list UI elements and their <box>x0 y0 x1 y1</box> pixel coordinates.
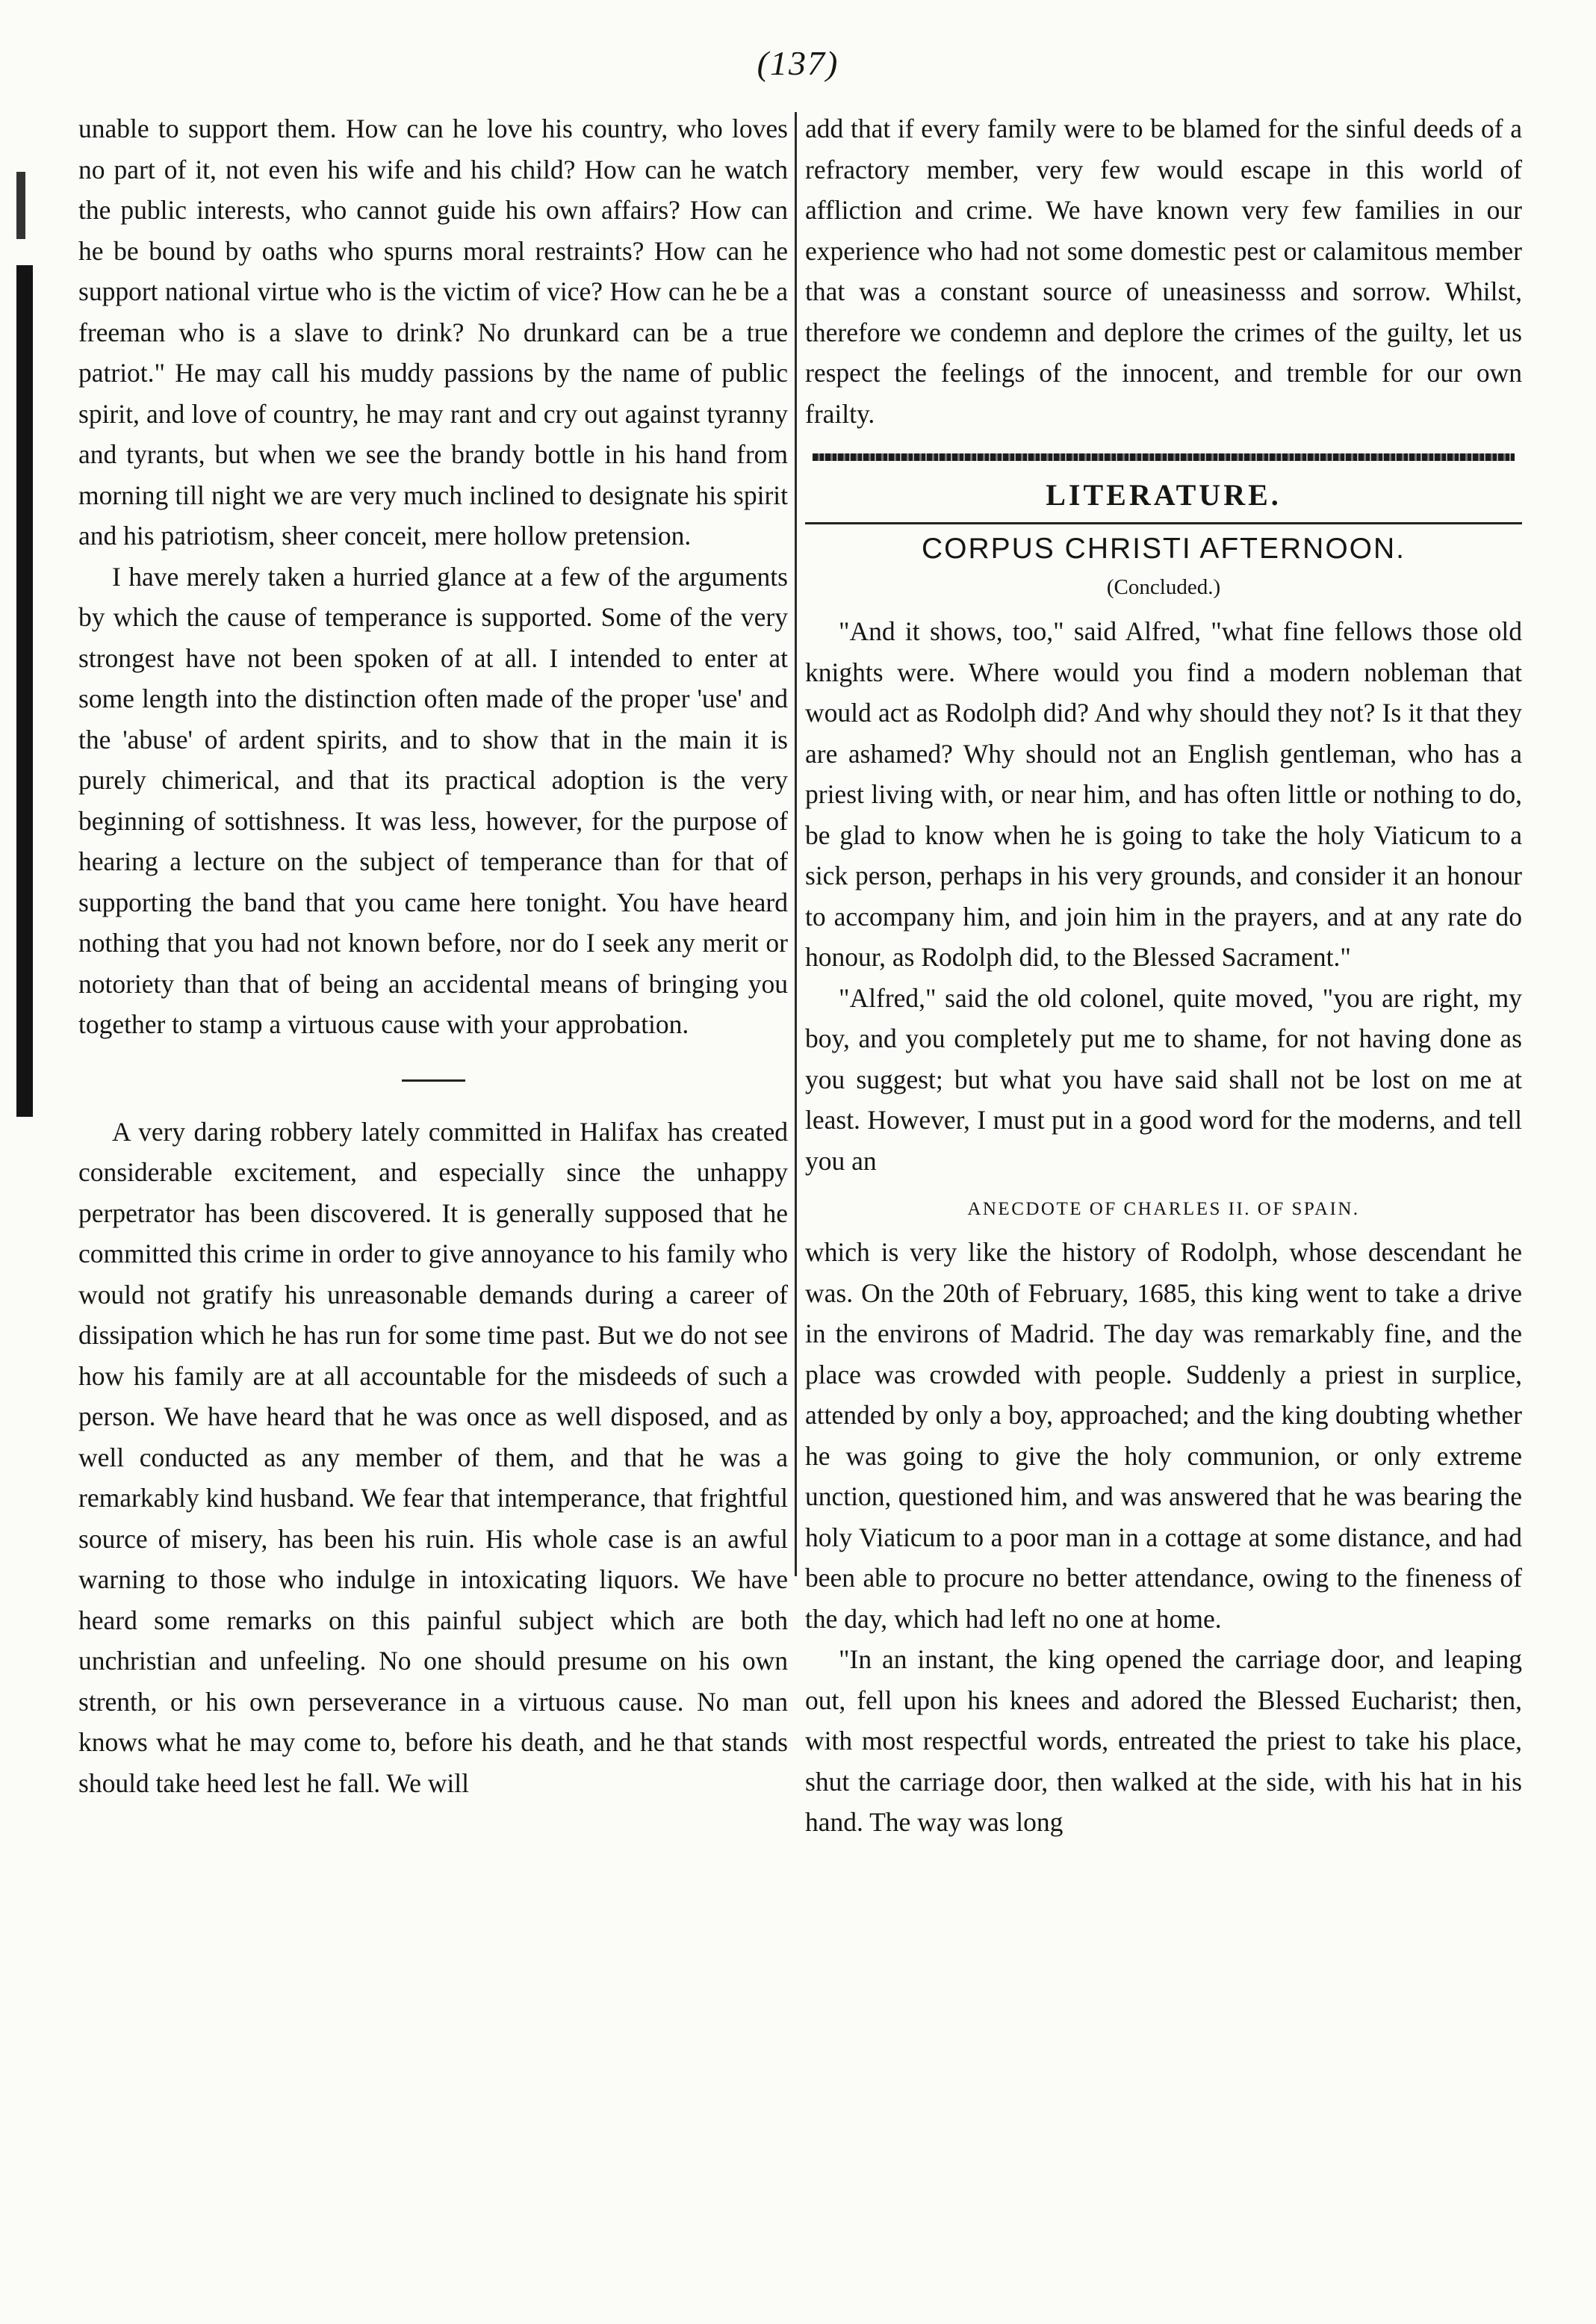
story-paragraph: "Alfred," said the old colonel, quite moved, "you are right, my boy, and you completely put me to shame, for not having done as you suggest; but what you have said shall not be lost on me at least. However, I must put in a good word for the moderns, and tell you an <box>805 982 1522 1176</box>
story-paragraph: "And it shows, too," said Alfred, "what fine fellows those old knights were. Where would you find a modern nobleman that would act as Rodolph did? And why should they not? Is it that they are ashamed? Why should not an English gentleman, who has a priest living with, or near him, and has often little or nothing to do, be glad to know when he is going to take the holy Viaticum to a sick person, perhaps in his very grounds, and consider it an honour to accompany him, and join him in the prayers, and at any rate do honour, as Rodolph did, to the Blessed Sacrament." <box>805 616 1522 972</box>
margin-mark <box>16 172 25 239</box>
story-subtitle: (Concluded.) <box>1106 575 1221 599</box>
paragraph-temperance-end: unable to support them. How can he love his country, who loves no part of it, not even his wife and his child? How can he watch the public interests, who cannot guide his own affairs? How can he be bound by oaths who spurns moral restraints? How can he support national virtue who is the victim of vice? How can he be a freeman who is a slave to drink? No drunkard can be a true patriot." He may call his muddy passions by the name of public spirit, and love of country, he may rant and cry out against tyranny and tyrants, but when we see the brandy bottle in his hand from morning till night we are very much inclined to designate his spirit and his patriotism, sheer conceit, mere hollow pretension. <box>78 114 788 551</box>
paragraph-continuation: add that if every family were to be blamed for the sinful deeds of a refractory member, very few would escape in this world of affliction and crime. We have known very few families in our experience who had not some domestic pest or calamitous member that was a constant source of uneasinesss and sorrow. Whilst, therefore we condemn and deplore the crimes of the guilty, let us respect the feelings of the innocent, and tremble for our own frailty. <box>805 114 1522 429</box>
column-divider <box>795 112 797 1576</box>
ornamental-rule <box>813 453 1515 461</box>
page-number: (137) <box>757 44 839 82</box>
paragraph-temperance-closing: I have merely taken a hurried glance at a few of the arguments by which the cause of temperance is supported. Some of the very strongest have not been spoken of at all. I intended to enter at some length into the distinction often made of the proper 'use' and the 'abuse' of ardent spirits, and to show that in the main it is purely chimerical, and that its practical adoption is the very beginning of sottishness. It was less, however, for the purpose of hearing a lecture on the subject of temperance than for that of supporting the band that you came here tonight. You have heard nothing that you had not known before, nor do I seek any merit or notoriety than that of being an accidental means of bringing you together to stamp a virtuous cause with your approbation. <box>78 561 788 1039</box>
heading-rule <box>805 522 1522 524</box>
anecdote-paragraph: "In an instant, the king opened the carriage door, and leaping out, fell upon his knees and adored the Blessed Eucharist; then, with most respectful words, entreated the priest to take his place, shut the carriage door, then walked at the side, with his hat in his hand. The way was long <box>805 1644 1522 1837</box>
left-column <box>78 108 788 1803</box>
story-title: CORPUS CHRISTI AFTERNOON. <box>921 533 1406 565</box>
margin-bar <box>16 265 33 1117</box>
anecdote-heading: ANECDOTE OF CHARLES II. OF SPAIN. <box>967 1199 1360 1219</box>
right-column <box>805 108 1522 1843</box>
anecdote-paragraph: which is very like the history of Rodolph, whose descendant he was. On the 20th of February, 1685, this king went to take a drive in the environs of Madrid. The day was remarkably fine, and the place was crowded with people. Suddenly a priest in surplice, attended by only a boy, approached; and the king doubting whether he was going to give the holy communion, or only extreme unction, questioned him, and was answered that he was bearing the holy Viaticum to a poor man in a cottage at some distance, and had been able to procure no better attendance, owing to the fineness of the day, which had left no one at home. <box>805 1237 1522 1634</box>
section-heading: LITERATURE. <box>1046 478 1282 512</box>
paragraph-halifax-robbery: A very daring robbery lately committed in Halifax has created considerable excitement, and especially since the unhappy perpetrator has been discovered. It is generally supposed that he committed this crime in order to give annoyance to his family who would not gratify his unreasonable demands during a career of dissipation which he has run for some time past. But we do not see how his family are at all accountable for the misdeeds of such a person. We have heard that he was once as well disposed, and as well conducted as any member of them, and that he was a remarkably kind husband. We fear that intemperance, that frightful source of misery, has been his ruin. His whole case is an awful warning to those who indulge in intoxicating liquors. We have heard some remarks on this painful subject which are both unchristian and unfeeling. No one should presume on his own strenth, or his own perseverance in a virtuous cause. No man knows what he may come to, before his death, and he that stands should take heed lest he fall. We will <box>78 1116 788 1798</box>
divider <box>402 1079 465 1082</box>
